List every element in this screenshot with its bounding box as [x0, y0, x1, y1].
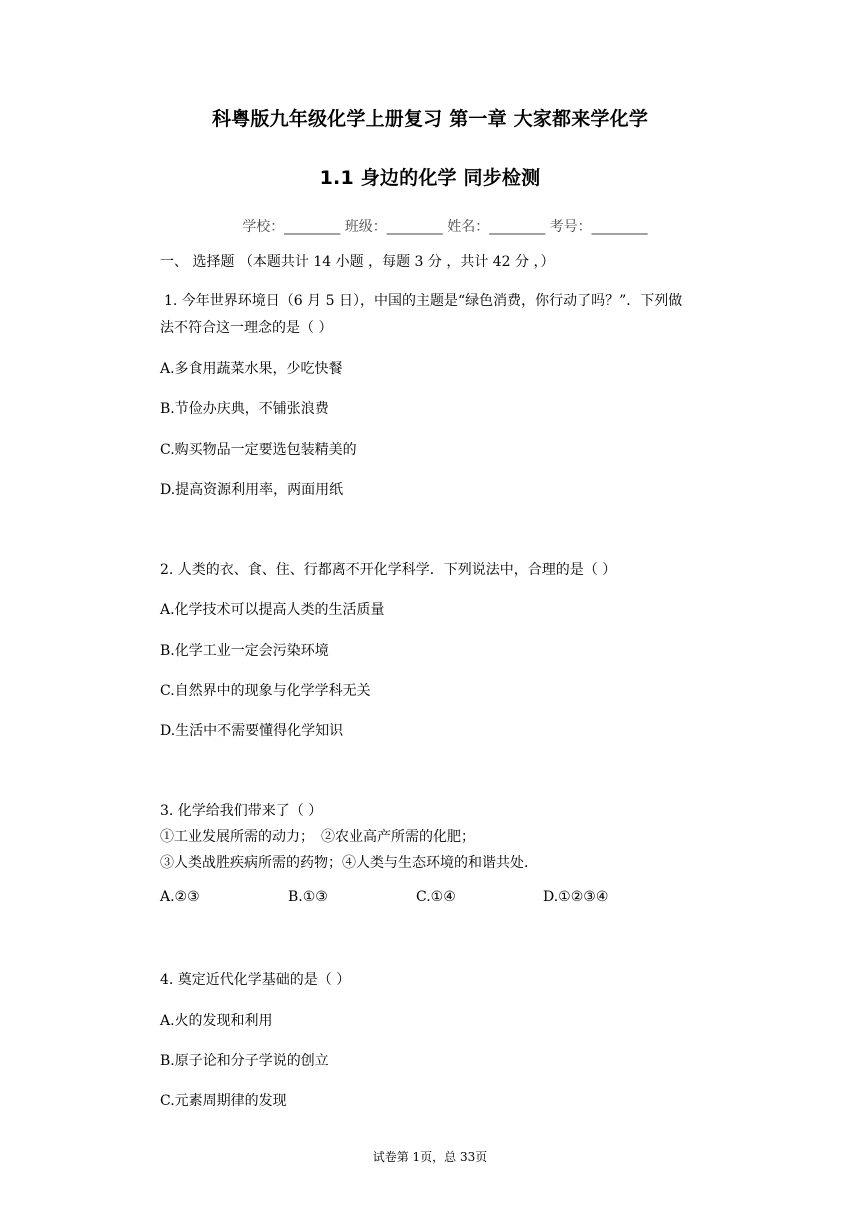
document-subtitle: 1.1 身边的化学 同步检测: [319, 167, 541, 189]
question-2-option-d: D.生活中不需要懂得化学知识: [160, 723, 344, 739]
question-3-option-a: A.②③: [160, 889, 200, 905]
question-3-option-b: B.①③: [288, 889, 328, 905]
question-4-option-c: C.元素周期律的发现: [160, 1093, 287, 1109]
question-1-option-a: A.多食用蔬菜水果，少吃快餐: [160, 361, 343, 377]
question-3-option-c: C.①④: [416, 889, 456, 905]
question-4-option-b: B.原子论和分子学说的创立: [160, 1053, 329, 1069]
question-4-stem: 4. 奠定近代化学基础的是（ ）: [160, 972, 351, 988]
student-info-line: 学校：________ 班级：________ 姓名：________ 考号：________: [242, 219, 648, 235]
question-2-option-a: A.化学技术可以提高人类的生活质量: [160, 602, 385, 618]
question-3-item-line1: ①工业发展所需的动力； ②农业高产所需的化肥；: [160, 829, 475, 845]
document-title: 科粤版九年级化学上册复习 第一章 大家都来学化学: [211, 108, 649, 130]
question-1-stem-line1: 1. 今年世界环境日（6 月 5 日），中国的主题是“绿色消费，你行动了吗？”．下列做: [164, 293, 683, 309]
question-4-option-a: A.火的发现和利用: [160, 1013, 273, 1029]
question-3-item-line2: ③人类战胜疾病所需的药物；④人类与生态环境的和谐共处．: [160, 855, 538, 871]
question-2-stem: 2. 人类的衣、食、住、行都离不开化学科学．下列说法中，合理的是（ ）: [160, 562, 617, 578]
page-footer: 试卷第 1页，总 33页: [372, 1150, 488, 1164]
question-3-stem: 3. 化学给我们带来了（ ）: [160, 803, 323, 819]
question-2-option-b: B.化学工业一定会污染环境: [160, 643, 329, 659]
question-3-option-d: D.①②③④: [543, 889, 609, 905]
question-2-option-c: C.自然界中的现象与化学学科无关: [160, 683, 371, 699]
section-heading: 一、 选择题 （本题共计 14 小题 ，每题 3 分 ，共计 42 分 ，）: [160, 254, 555, 270]
question-1-option-d: D.提高资源利用率，两面用纸: [160, 482, 344, 498]
question-1-option-b: B.节俭办庆典，不铺张浪费: [160, 401, 329, 417]
question-1-stem-line2: 法不符合这一理念的是（ ）: [160, 320, 333, 336]
question-1-option-c: C.购买物品一定要选包装精美的: [160, 442, 357, 458]
